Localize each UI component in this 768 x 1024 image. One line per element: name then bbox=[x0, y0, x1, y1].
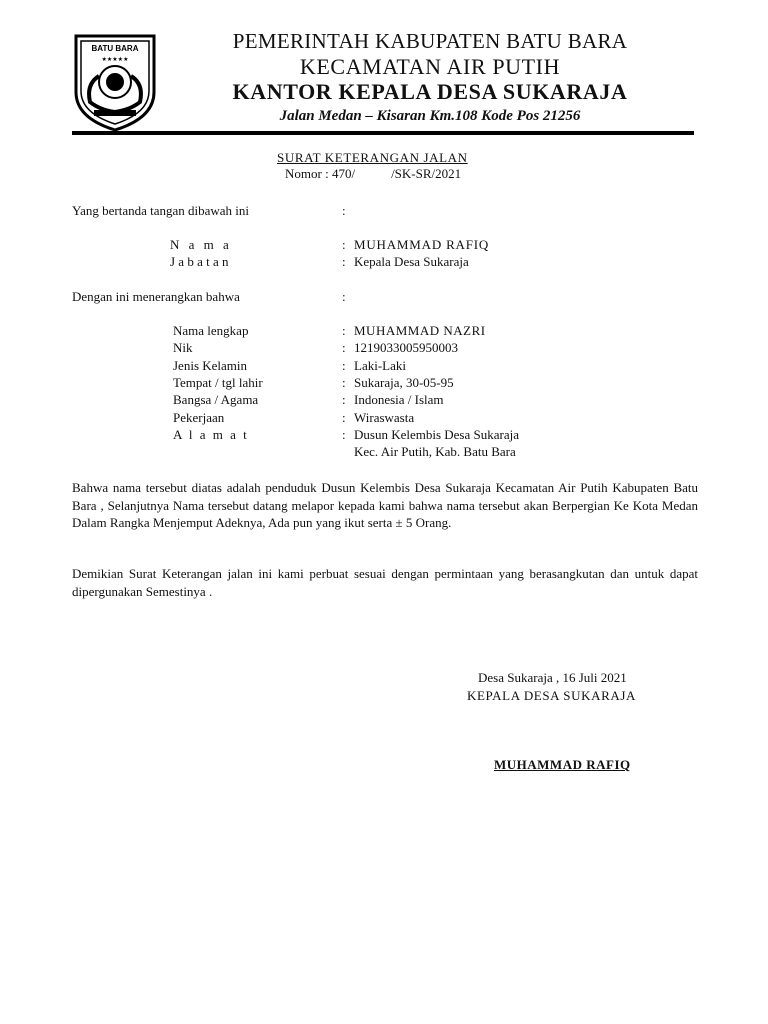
letter-number-right: /SK-SR/2021 bbox=[391, 166, 462, 181]
subject-fullname-label: Nama lengkap bbox=[173, 323, 249, 338]
district-name: KECAMATAN AIR PUTIH bbox=[299, 54, 561, 79]
colon: : bbox=[342, 392, 346, 407]
subject-address-label: A l a m a t bbox=[173, 427, 249, 442]
colon: : bbox=[342, 237, 346, 252]
subject-nationality-religion-label: Bangsa / Agama bbox=[173, 392, 259, 407]
subject-intro: Dengan ini menerangkan bahwa bbox=[72, 289, 240, 304]
signer-title: KEPALA DESA SUKARAJA bbox=[467, 688, 636, 703]
subject-occupation-label: Pekerjaan bbox=[173, 410, 225, 425]
signer-name-value: MUHAMMAD RAFIQ bbox=[354, 237, 490, 252]
signer-position-value: Kepala Desa Sukaraja bbox=[354, 254, 469, 269]
letterhead bbox=[180, 28, 680, 127]
colon: : bbox=[342, 410, 346, 425]
statement-paragraph: Bahwa nama tersebut diatas adalah penduduk Dusun Kelembis Desa Sukaraja Kecamatan Air Putih Kabupaten Batu Bara , Selanjutnya Nama tersebut datang melapor kepada kami bahwa nama tersebut akan Berpergian Ke Kota Medan Dalam Rangka Menjemput Adeknya, Ada pun yang ikut serta ± 5 Orang. bbox=[72, 480, 698, 530]
subject-nationality-religion-value: Indonesia / Islam bbox=[354, 392, 444, 407]
signer-position-label: J a b a t a n bbox=[170, 254, 229, 269]
subject-gender-label: Jenis Kelamin bbox=[173, 358, 248, 373]
subject-fullname-value: MUHAMMAD NAZRI bbox=[354, 323, 486, 338]
letter-number-left: Nomor : 470/ bbox=[285, 166, 356, 181]
subject-birth-value: Sukaraja, 30-05-95 bbox=[354, 375, 454, 390]
letter-title: SURAT KETERANGAN JALAN bbox=[277, 150, 468, 165]
government-name: PEMERINTAH KABUPATEN BATU BARA bbox=[232, 29, 628, 53]
regency-emblem-logo bbox=[72, 30, 158, 132]
colon: : bbox=[342, 340, 346, 355]
place-date: Desa Sukaraja , 16 Juli 2021 bbox=[478, 670, 627, 685]
subject-birth-label: Tempat / tgl lahir bbox=[173, 375, 263, 390]
colon: : bbox=[342, 254, 346, 269]
colon: : bbox=[342, 375, 346, 390]
subject-nik-label: Nik bbox=[173, 340, 193, 355]
colon: : bbox=[342, 289, 346, 304]
signer-intro: Yang bertanda tangan dibawah ini bbox=[72, 203, 250, 218]
colon: : bbox=[342, 358, 346, 373]
colon: : bbox=[342, 427, 346, 442]
colon: : bbox=[342, 203, 346, 218]
subject-occupation-value: Wiraswasta bbox=[354, 410, 415, 425]
office-address: Jalan Medan – Kisaran Km.108 Kode Pos 21256 bbox=[279, 108, 581, 124]
svg-text:★★★★★: ★★★★★ bbox=[101, 57, 129, 63]
subject-nik-value: 1219033005950003 bbox=[354, 340, 458, 355]
signer-name-label: N a m a bbox=[170, 237, 232, 252]
subject-gender-value: Laki-Laki bbox=[354, 358, 406, 373]
office-name: KANTOR KEPALA DESA SUKARAJA bbox=[232, 79, 628, 104]
letterhead-divider bbox=[72, 131, 694, 135]
colon: : bbox=[342, 323, 346, 338]
logo-label: BATU BARA bbox=[91, 44, 139, 53]
letter-number bbox=[285, 166, 461, 182]
subject-address-line2: Kec. Air Putih, Kab. Batu Bara bbox=[354, 444, 516, 459]
subject-address-value: Dusun Kelembis Desa Sukaraja bbox=[354, 427, 519, 442]
closing-paragraph: Demikian Surat Keterangan jalan ini kami perbuat sesuai dengan permintaan yang berasangkutan dan untuk dapat dipergunakan Semestinya . bbox=[72, 566, 698, 599]
signer-signature-name: MUHAMMAD RAFIQ bbox=[494, 757, 631, 772]
